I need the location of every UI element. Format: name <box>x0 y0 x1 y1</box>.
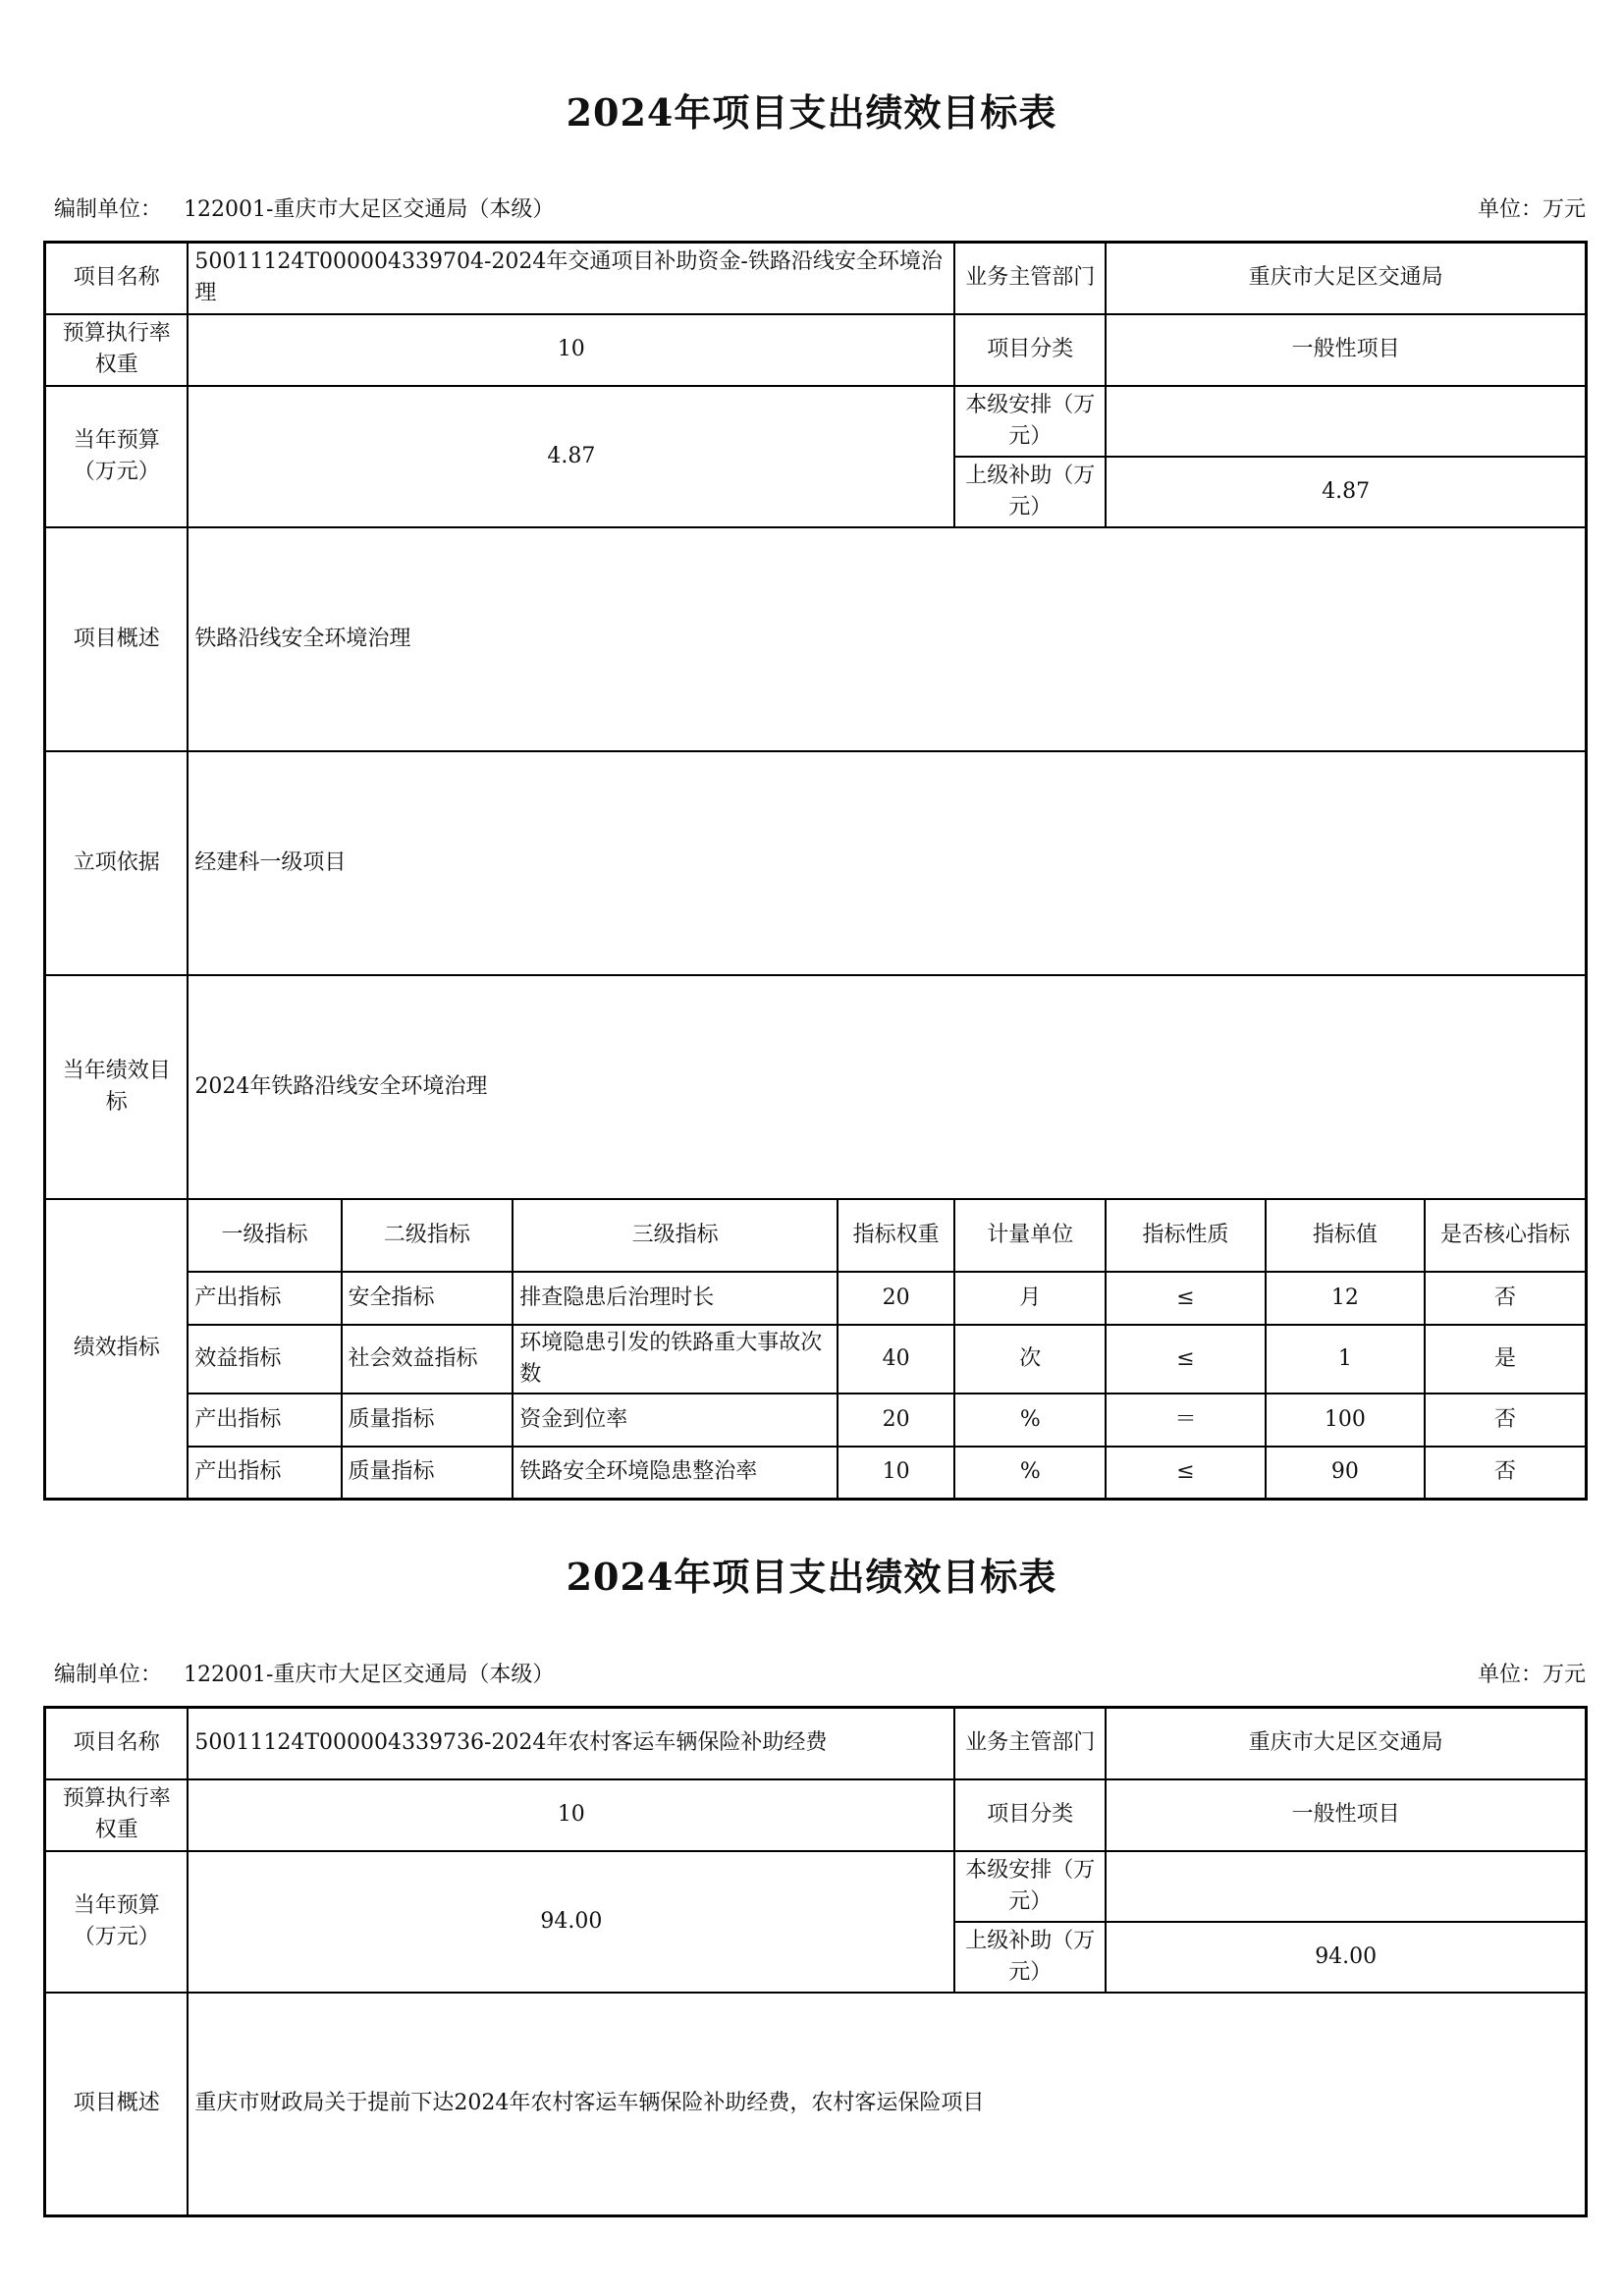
cell-value: 12 <box>1266 1272 1425 1325</box>
overview-value: 铁路沿线安全环境治理 <box>188 527 1586 751</box>
header-value: 指标值 <box>1266 1199 1425 1272</box>
local-value <box>1106 386 1586 457</box>
cell-value: 100 <box>1266 1394 1425 1447</box>
local-label: 本级安排（万元） <box>954 386 1106 457</box>
goal-value: 2024年铁路沿线安全环境治理 <box>188 975 1586 1199</box>
cell-weight: 20 <box>838 1272 954 1325</box>
org-label: 编制单位： <box>54 1663 163 1687</box>
cell-level2: 质量指标 <box>342 1394 514 1447</box>
cell-level3: 铁路安全环境隐患整治率 <box>513 1447 838 1500</box>
cell-nature: ≤ <box>1106 1272 1265 1325</box>
basis-label: 立项依据 <box>45 751 189 975</box>
org-line <box>54 1658 554 1688</box>
category-value: 一般性项目 <box>1106 314 1586 386</box>
budget-value: 94.00 <box>188 1851 954 1993</box>
table-row <box>45 1272 1587 1325</box>
category-label: 项目分类 <box>954 1779 1106 1851</box>
cell-core: 是 <box>1425 1325 1586 1394</box>
cell-unit: 次 <box>954 1325 1106 1394</box>
cell-core: 否 <box>1425 1394 1586 1447</box>
cell-level1: 产出指标 <box>188 1394 341 1447</box>
unit-label: 单位：万元 <box>1477 1663 1586 1687</box>
project-name-label: 项目名称 <box>45 1708 189 1779</box>
basis-value: 经建科一级项目 <box>188 751 1586 975</box>
header-level2: 二级指标 <box>342 1199 514 1272</box>
weight-value: 10 <box>188 1779 954 1851</box>
cell-core: 否 <box>1425 1447 1586 1500</box>
cell-level1: 效益指标 <box>188 1325 341 1394</box>
header-weight: 指标权重 <box>838 1199 954 1272</box>
upper-value: 4.87 <box>1106 457 1586 527</box>
cell-unit: % <box>954 1394 1106 1447</box>
cell-value: 1 <box>1266 1325 1425 1394</box>
overview-value: 重庆市财政局关于提前下达2024年农村客运车辆保险补助经费，农村客运保险项目 <box>188 1993 1586 2216</box>
header-unit: 计量单位 <box>954 1199 1106 1272</box>
project-name-value: 50011124T000004339736-2024年农村客运车辆保险补助经费 <box>188 1708 954 1779</box>
cell-unit: 月 <box>954 1272 1106 1325</box>
overview-label: 项目概述 <box>45 1993 189 2216</box>
cell-level3: 排查隐患后治理时长 <box>513 1272 838 1325</box>
cell-nature: ≤ <box>1106 1325 1265 1394</box>
header-level1: 一级指标 <box>188 1199 341 1272</box>
weight-value: 10 <box>188 314 954 386</box>
cell-weight: 20 <box>838 1394 954 1447</box>
cell-level2: 安全指标 <box>342 1272 514 1325</box>
cell-level3: 资金到位率 <box>513 1394 838 1447</box>
weight-label: 预算执行率权重 <box>45 1779 189 1851</box>
org-line <box>54 192 554 223</box>
upper-label: 上级补助（万元） <box>954 457 1106 527</box>
table-row <box>45 1394 1587 1447</box>
cell-unit: % <box>954 1447 1106 1500</box>
org-label: 编制单位： <box>54 197 163 222</box>
report-title: 2024年项目支出绩效目标表 <box>566 1555 1057 1599</box>
performance-table <box>43 241 1588 1501</box>
goal-label: 当年绩效目标 <box>45 975 189 1199</box>
cell-level3: 环境隐患引发的铁路重大事故次数 <box>513 1325 838 1394</box>
category-label: 项目分类 <box>954 314 1106 386</box>
cell-weight: 40 <box>838 1325 954 1394</box>
weight-label: 预算执行率权重 <box>45 314 189 386</box>
category-value: 一般性项目 <box>1106 1779 1586 1851</box>
org-value: 122001-重庆市大足区交通局（本级） <box>184 1663 555 1687</box>
header-core: 是否核心指标 <box>1425 1199 1586 1272</box>
cell-level2: 社会效益指标 <box>342 1325 514 1394</box>
upper-value: 94.00 <box>1106 1922 1586 1993</box>
budget-label: 当年预算（万元） <box>45 386 189 527</box>
cell-level1: 产出指标 <box>188 1447 341 1500</box>
dept-value: 重庆市大足区交通局 <box>1106 243 1586 314</box>
table-row <box>45 1447 1587 1500</box>
local-label: 本级安排（万元） <box>954 1851 1106 1922</box>
report-title: 2024年项目支出绩效目标表 <box>566 90 1057 135</box>
indicator-label: 绩效指标 <box>45 1199 189 1500</box>
cell-level1: 产出指标 <box>188 1272 341 1325</box>
cell-core: 否 <box>1425 1272 1586 1325</box>
table-row <box>45 1325 1587 1394</box>
cell-nature: ＝ <box>1106 1394 1265 1447</box>
performance-table <box>43 1706 1588 2217</box>
header-level3: 三级指标 <box>513 1199 838 1272</box>
budget-label: 当年预算（万元） <box>45 1851 189 1993</box>
budget-value: 4.87 <box>188 386 954 527</box>
unit-label: 单位：万元 <box>1477 197 1586 222</box>
overview-label: 项目概述 <box>45 527 189 751</box>
project-name-value: 50011124T000004339704-2024年交通项目补助资金-铁路沿线安全环境治理 <box>188 243 954 314</box>
dept-label: 业务主管部门 <box>954 243 1106 314</box>
cell-value: 90 <box>1266 1447 1425 1500</box>
cell-weight: 10 <box>838 1447 954 1500</box>
upper-label: 上级补助（万元） <box>954 1922 1106 1993</box>
project-name-label: 项目名称 <box>45 243 189 314</box>
org-value: 122001-重庆市大足区交通局（本级） <box>184 197 555 222</box>
dept-label: 业务主管部门 <box>954 1708 1106 1779</box>
header-nature: 指标性质 <box>1106 1199 1265 1272</box>
local-value <box>1106 1851 1586 1922</box>
dept-value: 重庆市大足区交通局 <box>1106 1708 1586 1779</box>
cell-nature: ≤ <box>1106 1447 1265 1500</box>
cell-level2: 质量指标 <box>342 1447 514 1500</box>
